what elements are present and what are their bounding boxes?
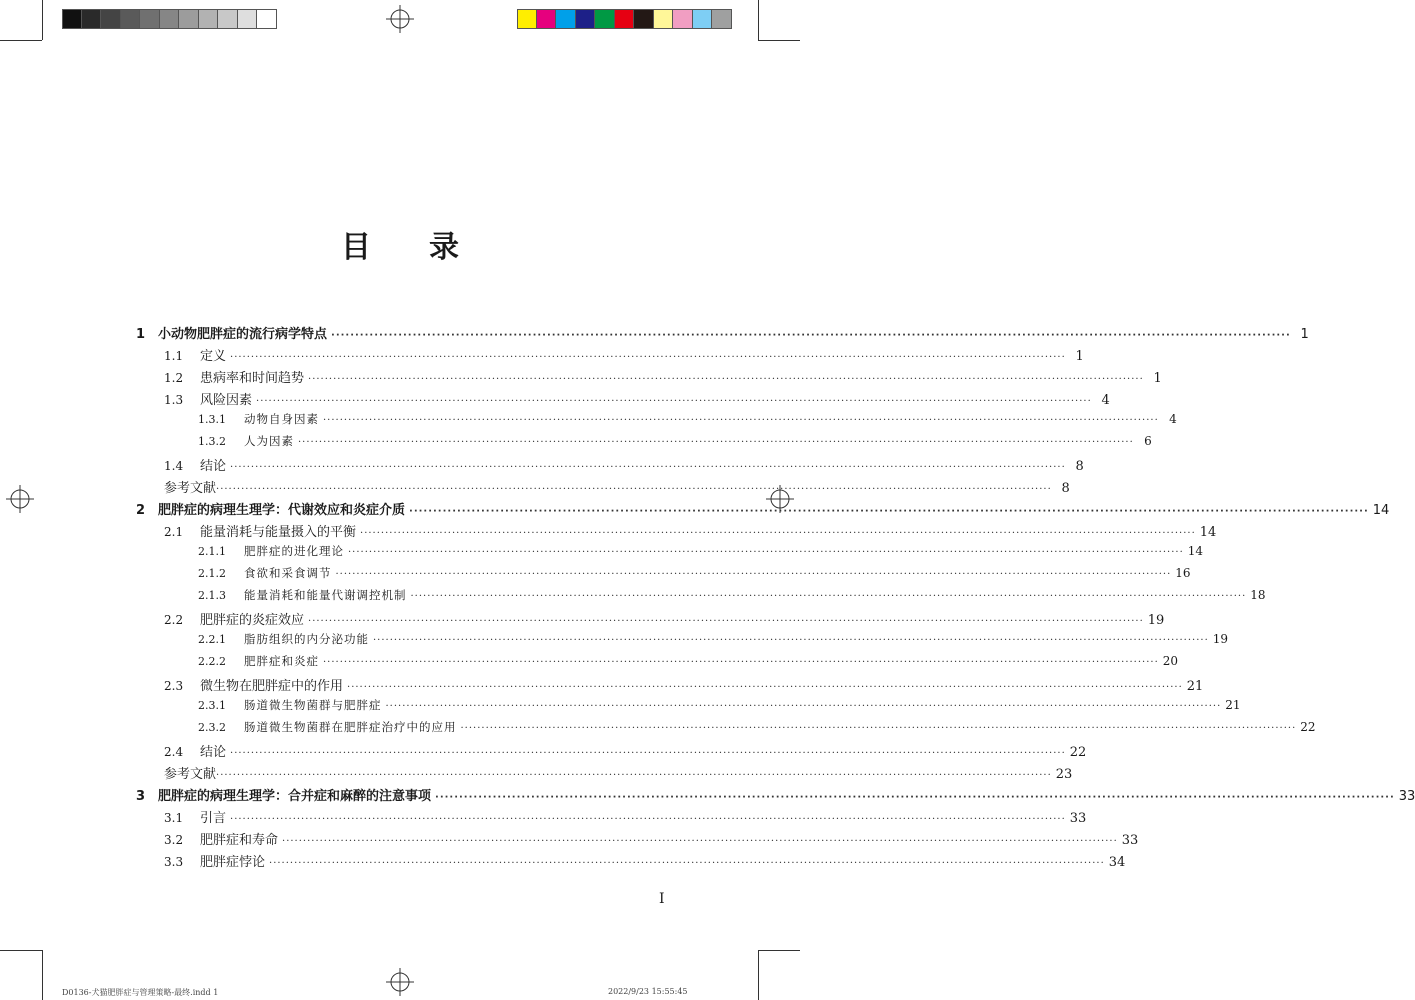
- toc-page-number: 1: [1300, 327, 1309, 342]
- toc-page-number: 6: [1144, 434, 1152, 448]
- toc-page-number: 4: [1101, 393, 1110, 408]
- toc-section-number: 2.1: [164, 525, 184, 539]
- color-swatch: [517, 9, 537, 29]
- dot-leader: ········································································································································································································: [230, 814, 1066, 825]
- toc-section-number: 3: [136, 789, 146, 804]
- toc-entry[interactable]: [130, 477, 1070, 499]
- toc-entry[interactable]: [130, 565, 1191, 587]
- toc-section-number: 1.4: [164, 459, 184, 473]
- dot-leader: ········································································································································································································: [409, 506, 1369, 517]
- toc-section-number: 2.3.1: [198, 699, 226, 712]
- dot-leader: ········································································································································································································: [323, 415, 1159, 426]
- toc-section-number: 1.2: [164, 371, 184, 385]
- dot-leader: ········································································································································································································: [335, 569, 1172, 580]
- dot-leader: ········································································································································································································: [230, 748, 1066, 759]
- dot-leader: ········································································································································································································: [373, 635, 1209, 646]
- toc-title: 肠道微生物菌群与肥胖症: [244, 698, 382, 712]
- toc-section-number: 2.1.1: [198, 545, 226, 558]
- toc-title: 脂肪组织的内分泌功能: [244, 632, 369, 646]
- toc-entry[interactable]: [130, 609, 1165, 631]
- toc-title: 肥胖症的病理生理学：代谢效应和炎症介质: [158, 503, 406, 518]
- registration-mark-icon: [386, 5, 414, 33]
- toc-title: 能量消耗和能量代谢调控机制: [244, 588, 407, 602]
- toc-page-number: 33: [1398, 789, 1415, 804]
- crop-mark: [758, 40, 800, 41]
- color-swatch: [62, 9, 82, 29]
- crop-mark: [0, 950, 42, 951]
- toc-entry[interactable]: [130, 367, 1162, 389]
- toc-title: 食欲和采食调节: [244, 566, 332, 580]
- toc-entry[interactable]: [130, 543, 1204, 565]
- color-swatch: [199, 9, 219, 29]
- color-swatch: [257, 9, 277, 29]
- dot-leader: ········································································································································································································: [230, 462, 1066, 473]
- toc-title: 定义: [200, 349, 227, 364]
- toc-page-number: 1: [1075, 349, 1084, 364]
- toc-entry[interactable]: [130, 323, 1309, 345]
- dot-leader: ········································································································································································································: [216, 484, 1052, 495]
- toc-entry[interactable]: [130, 829, 1139, 851]
- toc-page-number: 19: [1147, 613, 1165, 628]
- toc-page-number: 22: [1069, 745, 1087, 760]
- toc-entry[interactable]: [130, 653, 1179, 675]
- toc-page-number: 14: [1199, 525, 1217, 540]
- toc-entry[interactable]: [130, 675, 1204, 697]
- dot-leader: ········································································································································································································: [360, 528, 1196, 539]
- toc-title: 患病率和时间趋势: [200, 371, 305, 386]
- toc-entry[interactable]: [130, 411, 1177, 433]
- slug-timestamp: 2022/9/23 15:55:45: [608, 987, 688, 996]
- dot-leader: ········································································································································································································: [323, 657, 1159, 668]
- table-of-contents: [130, 323, 1415, 873]
- color-swatch: [615, 9, 635, 29]
- crop-mark: [758, 0, 759, 40]
- dot-leader: ········································································································································································································: [216, 770, 1052, 781]
- toc-page-number: 18: [1250, 588, 1266, 602]
- color-swatch: [218, 9, 238, 29]
- toc-page-number: 33: [1121, 833, 1139, 848]
- toc-title: 参考文献: [164, 481, 217, 496]
- color-swatch: [556, 9, 576, 29]
- color-swatch: [140, 9, 160, 29]
- toc-page-number: 23: [1055, 767, 1073, 782]
- dot-leader: ········································································································································································································: [282, 836, 1118, 847]
- toc-section-number: 2.1.3: [198, 589, 226, 602]
- crop-mark: [758, 950, 800, 951]
- toc-page-number: 21: [1186, 679, 1204, 694]
- dot-leader: ········································································································································································································: [435, 792, 1395, 803]
- color-swatch: [121, 9, 141, 29]
- toc-entry[interactable]: [130, 631, 1229, 653]
- toc-page-number: 22: [1300, 720, 1316, 734]
- dot-leader: ········································································································································································································: [348, 547, 1184, 558]
- color-swatch: [537, 9, 557, 29]
- toc-title: 微生物在肥胖症中的作用: [200, 679, 344, 694]
- toc-page-number: 4: [1169, 412, 1177, 426]
- color-swatch: [712, 9, 732, 29]
- toc-section-number: 2.2.2: [198, 655, 226, 668]
- toc-page-number: 8: [1061, 481, 1070, 496]
- toc-title: 风险因素: [200, 393, 253, 408]
- toc-title: 动物自身因素: [244, 412, 319, 426]
- toc-entry[interactable]: [130, 697, 1241, 719]
- toc-section-number: 2: [136, 503, 146, 518]
- toc-entry[interactable]: [130, 345, 1084, 367]
- toc-section-number: 2.3: [164, 679, 184, 693]
- dot-leader: ········································································································································································································: [230, 352, 1066, 363]
- toc-title: 结论: [200, 745, 227, 760]
- toc-page-number: 34: [1108, 855, 1126, 870]
- toc-section-number: 3.3: [164, 855, 184, 869]
- crop-mark: [42, 0, 43, 40]
- toc-page-number: 19: [1212, 632, 1229, 646]
- toc-title: 肥胖症的病理生理学：合并症和麻醉的注意事项: [158, 789, 432, 804]
- toc-section-number: 1.1: [164, 349, 184, 363]
- registration-mark-icon: [386, 968, 414, 996]
- toc-entry[interactable]: [130, 521, 1217, 543]
- color-swatch: [673, 9, 693, 29]
- toc-section-number: 3.2: [164, 833, 184, 847]
- toc-section-number: 1.3.2: [198, 435, 226, 448]
- toc-title: 能量消耗与能量摄入的平衡: [200, 525, 357, 540]
- crop-mark: [758, 950, 759, 1000]
- toc-section-number: 2.1.2: [198, 567, 226, 580]
- toc-page-number: 33: [1069, 811, 1087, 826]
- toc-page-number: 8: [1075, 459, 1084, 474]
- toc-page-number: 1: [1153, 371, 1162, 386]
- dot-leader: ········································································································································································································: [308, 616, 1144, 627]
- toc-page-number: 20: [1162, 654, 1179, 668]
- dot-leader: ········································································································································································································: [256, 396, 1092, 407]
- toc-title: 结论: [200, 459, 227, 474]
- toc-title: 参考文献: [164, 767, 217, 782]
- toc-section-number: 3.1: [164, 811, 184, 825]
- color-swatch: [160, 9, 180, 29]
- toc-section-number: 1.3.1: [198, 413, 226, 426]
- color-swatch: [576, 9, 596, 29]
- toc-section-number: 2.3.2: [198, 721, 226, 734]
- toc-entry[interactable]: [130, 455, 1084, 477]
- toc-entry[interactable]: [130, 719, 1316, 741]
- toc-section-number: 2.2: [164, 613, 184, 627]
- toc-page-number: 16: [1175, 566, 1191, 580]
- toc-title: 肥胖症的炎症效应: [200, 613, 305, 628]
- cmyk-color-bar: [517, 9, 732, 29]
- toc-title: 引言: [200, 811, 227, 826]
- toc-section-number: 1: [136, 327, 146, 342]
- toc-entry[interactable]: [130, 741, 1087, 763]
- dot-leader: ········································································································································································································: [308, 374, 1144, 385]
- toc-entry[interactable]: [130, 499, 1390, 521]
- dot-leader: ········································································································································································································: [347, 682, 1183, 693]
- toc-page-number: 21: [1225, 698, 1241, 712]
- color-swatch: [634, 9, 654, 29]
- color-swatch: [654, 9, 674, 29]
- toc-entry[interactable]: [130, 433, 1152, 455]
- page-title: 目 录: [341, 230, 473, 265]
- toc-title: 小动物肥胖症的流行病学特点: [158, 327, 328, 342]
- toc-entry[interactable]: [130, 807, 1087, 829]
- gray-color-bar: [62, 9, 277, 29]
- toc-title: 肠道微生物菌群在肥胖症治疗中的应用: [244, 720, 457, 734]
- registration-mark-icon: [6, 485, 34, 513]
- dot-leader: ········································································································································································································: [269, 858, 1105, 869]
- toc-title: 肥胖症的进化理论: [244, 544, 344, 558]
- toc-page-number: 14: [1372, 503, 1390, 518]
- toc-page-number: 14: [1187, 544, 1204, 558]
- toc-title: 人为因素: [244, 434, 294, 448]
- dot-leader: ········································································································································································································: [298, 437, 1134, 448]
- slug-filename: D0136-犬猫肥胖症与管理策略-最终.indd 1: [62, 988, 219, 997]
- toc-section-number: 2.4: [164, 745, 184, 759]
- toc-title: 肥胖症和寿命: [200, 833, 279, 848]
- page-number: I: [659, 891, 665, 907]
- toc-entry[interactable]: [130, 851, 1126, 873]
- toc-entry[interactable]: [130, 785, 1415, 807]
- toc-entry[interactable]: [130, 389, 1110, 411]
- toc-title: 肥胖症和炎症: [244, 654, 319, 668]
- color-swatch: [179, 9, 199, 29]
- toc-entry[interactable]: [130, 587, 1266, 609]
- color-swatch: [595, 9, 615, 29]
- color-swatch: [82, 9, 102, 29]
- color-swatch: [238, 9, 258, 29]
- dot-leader: ········································································································································································································: [460, 723, 1297, 734]
- dot-leader: ········································································································································································································: [385, 701, 1222, 712]
- color-swatch: [693, 9, 713, 29]
- crop-mark: [42, 950, 43, 1000]
- dot-leader: ········································································································································································································: [410, 591, 1247, 602]
- toc-title: 肥胖症悖论: [200, 855, 266, 870]
- crop-mark: [0, 40, 42, 41]
- toc-entry[interactable]: [130, 763, 1073, 785]
- dot-leader: ········································································································································································································: [331, 330, 1291, 341]
- color-swatch: [101, 9, 121, 29]
- toc-section-number: 2.2.1: [198, 633, 226, 646]
- toc-section-number: 1.3: [164, 393, 184, 407]
